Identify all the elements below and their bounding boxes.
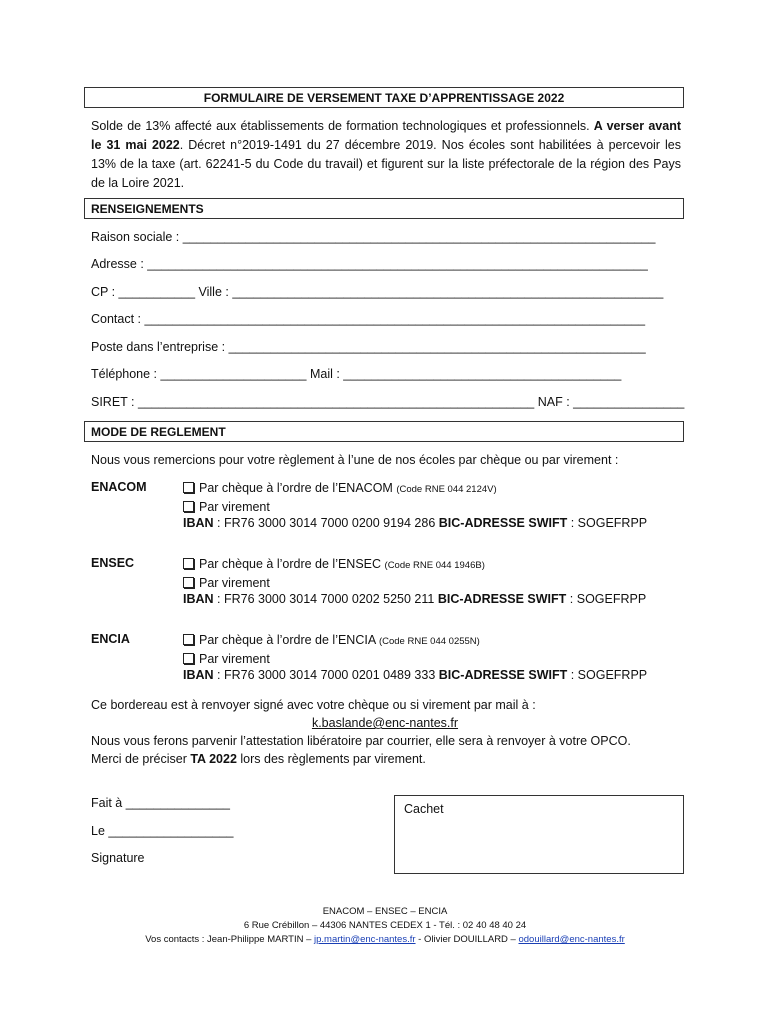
cheque-option-ensec[interactable]: Par chèque à l’ordre de l’ENSEC (Code RNE 044 1946B) [183, 556, 646, 575]
contact-field[interactable]: Contact : ________________________________________________________________________ [91, 312, 646, 326]
cheque-option-encia[interactable]: Par chèque à l’ordre de l’ENCIA (Code RNE 044 0255N) [183, 632, 647, 651]
raison-sociale-field[interactable]: Raison sociale : ____________________________________________________________________ [91, 230, 656, 244]
date-field[interactable]: Le __________________ [91, 824, 234, 838]
checkbox-icon[interactable] [183, 634, 194, 645]
school-name-encia: ENCIA [91, 632, 130, 646]
checkbox-icon[interactable] [183, 501, 194, 512]
fait-a-field[interactable]: Fait à _______________ [91, 796, 231, 810]
school-name-enacom: ENACOM [91, 480, 147, 494]
checkbox-icon[interactable] [183, 482, 194, 493]
iban-line-ensec: IBAN : FR76 3000 3014 7000 0202 5250 211 BIC-ADRESSE SWIFT : SOGEFRPP [183, 592, 647, 606]
cp-ville-field[interactable]: CP : ___________ Ville : ______________________________________________________________ [91, 285, 664, 299]
payment-options-enacom [183, 480, 647, 532]
iban-line-encia: IBAN : FR76 3000 3014 7000 0201 0489 333 BIC-ADRESSE SWIFT : SOGEFRPP [183, 668, 648, 682]
signature-label: Signature [91, 851, 145, 865]
adresse-field[interactable]: Adresse : ________________________________________________________________________ [91, 257, 648, 271]
rne-code: (Code RNE 044 2124V) [396, 484, 497, 495]
cachet-box[interactable] [394, 795, 684, 874]
cachet-label: Cachet [404, 802, 444, 816]
checkbox-icon[interactable] [183, 577, 194, 588]
section-heading-renseignements: RENSEIGNEMENTS [84, 198, 684, 219]
payment-options-ensec [183, 556, 646, 608]
checkbox-icon[interactable] [183, 653, 194, 664]
form-title: FORMULAIRE DE VERSEMENT TAXE D’APPRENTISSAGE 2022 [84, 87, 684, 108]
siret-naf-field[interactable]: SIRET : _________________________________________________________ NAF : ________________ [91, 395, 685, 409]
cheque-option-enacom[interactable]: Par chèque à l’ordre de l’ENACOM (Code RNE 044 2124V) [183, 480, 647, 499]
contact-email-link[interactable]: k.baslande@enc-nantes.fr [311, 716, 459, 730]
intro-paragraph [91, 117, 681, 193]
rne-code: (Code RNE 044 0255N) [378, 636, 480, 647]
virement-option-ensec[interactable]: Par virement [183, 575, 646, 592]
footer-address: 6 Rue Crébillon – 44306 NANTES CEDEX 1 - Tél. : 02 40 48 40 24 [243, 920, 527, 931]
footer-email-douillard[interactable]: odouillard@enc-nantes.fr [518, 934, 625, 945]
intro-text-1: Solde de 13% affecté aux établissements de formation technologiques et professionnels. [91, 119, 594, 133]
rne-code: (Code RNE 044 1946B) [384, 560, 485, 571]
payment-options-encia [183, 632, 647, 684]
footer-email-martin[interactable]: jp.martin@enc-nantes.fr [314, 934, 416, 945]
closing-line-2: Nous vous ferons parvenir l’attestation libératoire par courrier, elle sera à renvoyer à votre OPCO. [91, 734, 631, 748]
section-heading-mode-reglement: MODE DE REGLEMENT [84, 421, 684, 442]
telephone-mail-field[interactable]: Téléphone : _____________________ Mail : ________________________________________ [91, 367, 622, 381]
school-name-ensec: ENSEC [91, 556, 135, 570]
iban-line-enacom: IBAN : FR76 3000 3014 7000 0200 9194 286 BIC-ADRESSE SWIFT : SOGEFRPP [183, 516, 648, 530]
footer-contacts: Vos contacts : Jean-Philippe MARTIN – jp.martin@enc-nantes.fr - Olivier DOUILLARD – odouillard@enc-nantes.fr [145, 934, 625, 945]
checkbox-icon[interactable] [183, 558, 194, 569]
intro-deadline: A verser avant le 31 mai 2022 [91, 119, 681, 152]
virement-option-enacom[interactable]: Par virement [183, 499, 647, 516]
payment-intro: Nous vous remercions pour votre règlement à l’une de nos écoles par chèque ou par virement : [91, 453, 619, 467]
poste-field[interactable]: Poste dans l’entreprise : ____________________________________________________________ [91, 340, 646, 354]
virement-option-encia[interactable]: Par virement [183, 651, 647, 668]
footer-schools: ENACOM – ENSEC – ENCIA [322, 906, 448, 917]
closing-line-1: Ce bordereau est à renvoyer signé avec votre chèque ou si virement par mail à : [91, 698, 536, 712]
intro-text-2: . Décret n°2019-1491 du 27 décembre 2019. Nos écoles sont habilitées à percevoir les 13% de la taxe (art. 62241-5 du Code du travail) et figurent sur la liste préfectorale de la région des Pays de la Loire 2021. [91, 138, 681, 190]
closing-line-3: Merci de préciser TA 2022 lors des règlements par virement. [91, 752, 426, 766]
